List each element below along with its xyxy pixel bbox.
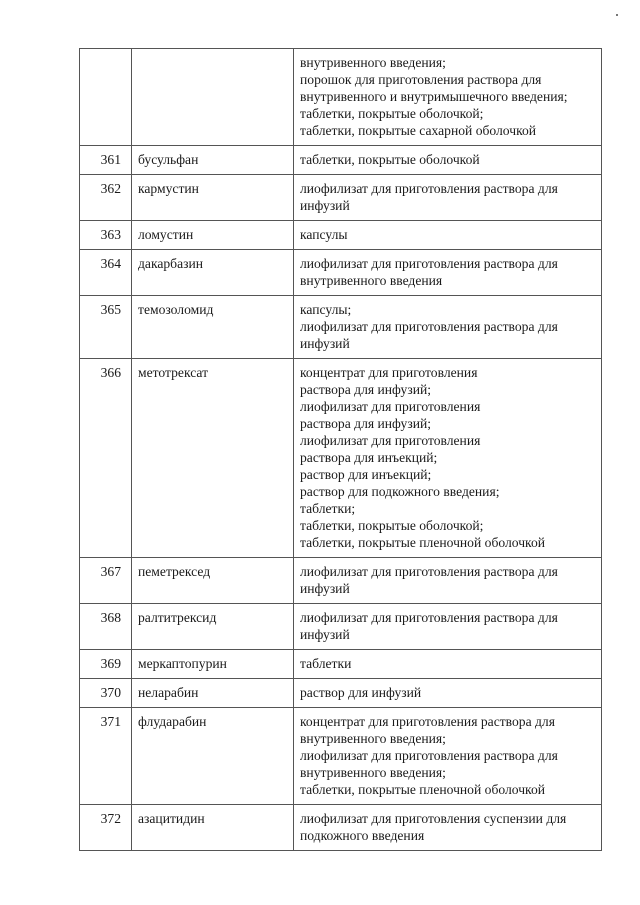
dosage-forms [294, 296, 602, 359]
dosage-form-line: внутривенного введения [300, 273, 443, 288]
row-number: 369 [80, 650, 132, 679]
drug-name: кармустин [132, 175, 294, 221]
row-number: 367 [80, 558, 132, 604]
dosage-form-line: таблетки; [300, 501, 356, 516]
drug-name [132, 49, 294, 146]
table-row [80, 221, 602, 250]
dosage-form-line: инфузий [300, 581, 350, 596]
row-number: 370 [80, 679, 132, 708]
dosage-forms [294, 359, 602, 558]
dosage-form-line: инфузий [300, 198, 350, 213]
dosage-form-line: раствор для подкожного введения; [300, 484, 500, 499]
dosage-form-line: концентрат для приготовления раствора для [300, 714, 555, 729]
dosage-form-line: раствор для инъекций; [300, 467, 432, 482]
drug-list-table [79, 48, 602, 851]
drug-name: дакарбазин [132, 250, 294, 296]
table-row [80, 296, 602, 359]
table-row [80, 650, 602, 679]
dosage-form-line: таблетки [300, 656, 352, 671]
dosage-form-line: лиофилизат для приготовления [300, 399, 481, 414]
dosage-form-line: внутривенного и внутримышечного введения; [300, 89, 568, 104]
dosage-forms [294, 49, 602, 146]
dosage-forms [294, 650, 602, 679]
dosage-forms [294, 679, 602, 708]
row-number: 362 [80, 175, 132, 221]
drug-name: флударабин [132, 708, 294, 805]
row-number [80, 49, 132, 146]
dosage-form-line: внутривенного введения; [300, 731, 446, 746]
drug-name: бусульфан [132, 146, 294, 175]
dosage-forms [294, 250, 602, 296]
dosage-form-line: инфузий [300, 627, 350, 642]
scan-mark [616, 14, 618, 16]
dosage-form-line: таблетки, покрытые оболочкой [300, 152, 480, 167]
dosage-form-line: таблетки, покрытые оболочкой; [300, 518, 484, 533]
dosage-form-line: лиофилизат для приготовления раствора для [300, 564, 558, 579]
drug-name: меркаптопурин [132, 650, 294, 679]
row-number: 371 [80, 708, 132, 805]
dosage-form-line: лиофилизат для приготовления раствора для [300, 748, 558, 763]
row-number: 372 [80, 805, 132, 851]
table-row [80, 359, 602, 558]
dosage-form-line: раствор для инфузий [300, 685, 422, 700]
table-row [80, 175, 602, 221]
row-number: 364 [80, 250, 132, 296]
row-number: 361 [80, 146, 132, 175]
dosage-form-line: таблетки, покрытые пленочной оболочкой [300, 535, 546, 550]
dosage-form-line: лиофилизат для приготовления раствора для [300, 610, 558, 625]
dosage-form-line: подкожного введения [300, 828, 425, 843]
dosage-form-line: капсулы [300, 227, 348, 242]
row-number: 365 [80, 296, 132, 359]
dosage-forms [294, 221, 602, 250]
drug-name: азацитидин [132, 805, 294, 851]
table-row [80, 708, 602, 805]
dosage-form-line: внутривенного введения; [300, 55, 446, 70]
dosage-forms [294, 805, 602, 851]
dosage-forms [294, 558, 602, 604]
drug-name: пеметрексед [132, 558, 294, 604]
table-row [80, 49, 602, 146]
table-row [80, 146, 602, 175]
dosage-form-line: порошок для приготовления раствора для [300, 72, 542, 87]
table-body [80, 49, 602, 851]
dosage-form-line: инфузий [300, 336, 350, 351]
dosage-form-line: таблетки, покрытые сахарной оболочкой [300, 123, 537, 138]
drug-name: ралтитрексид [132, 604, 294, 650]
dosage-form-line: раствора для инъекций; [300, 450, 438, 465]
dosage-form-line: лиофилизат для приготовления раствора для [300, 256, 558, 271]
dosage-forms [294, 708, 602, 805]
dosage-form-line: концентрат для приготовления [300, 365, 478, 380]
dosage-form-line: лиофилизат для приготовления суспензии для [300, 811, 567, 826]
table-row [80, 558, 602, 604]
dosage-forms [294, 604, 602, 650]
row-number: 363 [80, 221, 132, 250]
table-row [80, 679, 602, 708]
dosage-form-line: лиофилизат для приготовления раствора для [300, 319, 558, 334]
dosage-form-line: внутривенного введения; [300, 765, 446, 780]
dosage-form-line: раствора для инфузий; [300, 382, 432, 397]
dosage-form-line: таблетки, покрытые пленочной оболочкой [300, 782, 546, 797]
drug-name: ломустин [132, 221, 294, 250]
row-number: 368 [80, 604, 132, 650]
table-row [80, 604, 602, 650]
dosage-forms [294, 146, 602, 175]
row-number: 366 [80, 359, 132, 558]
dosage-form-line: лиофилизат для приготовления [300, 433, 481, 448]
dosage-form-line: раствора для инфузий; [300, 416, 432, 431]
table-row [80, 250, 602, 296]
dosage-form-line: капсулы; [300, 302, 352, 317]
dosage-form-line: таблетки, покрытые оболочкой; [300, 106, 484, 121]
dosage-forms [294, 175, 602, 221]
dosage-form-line: лиофилизат для приготовления раствора для [300, 181, 558, 196]
drug-name: метотрексат [132, 359, 294, 558]
drug-name: темозоломид [132, 296, 294, 359]
table-row [80, 805, 602, 851]
drug-name: неларабин [132, 679, 294, 708]
